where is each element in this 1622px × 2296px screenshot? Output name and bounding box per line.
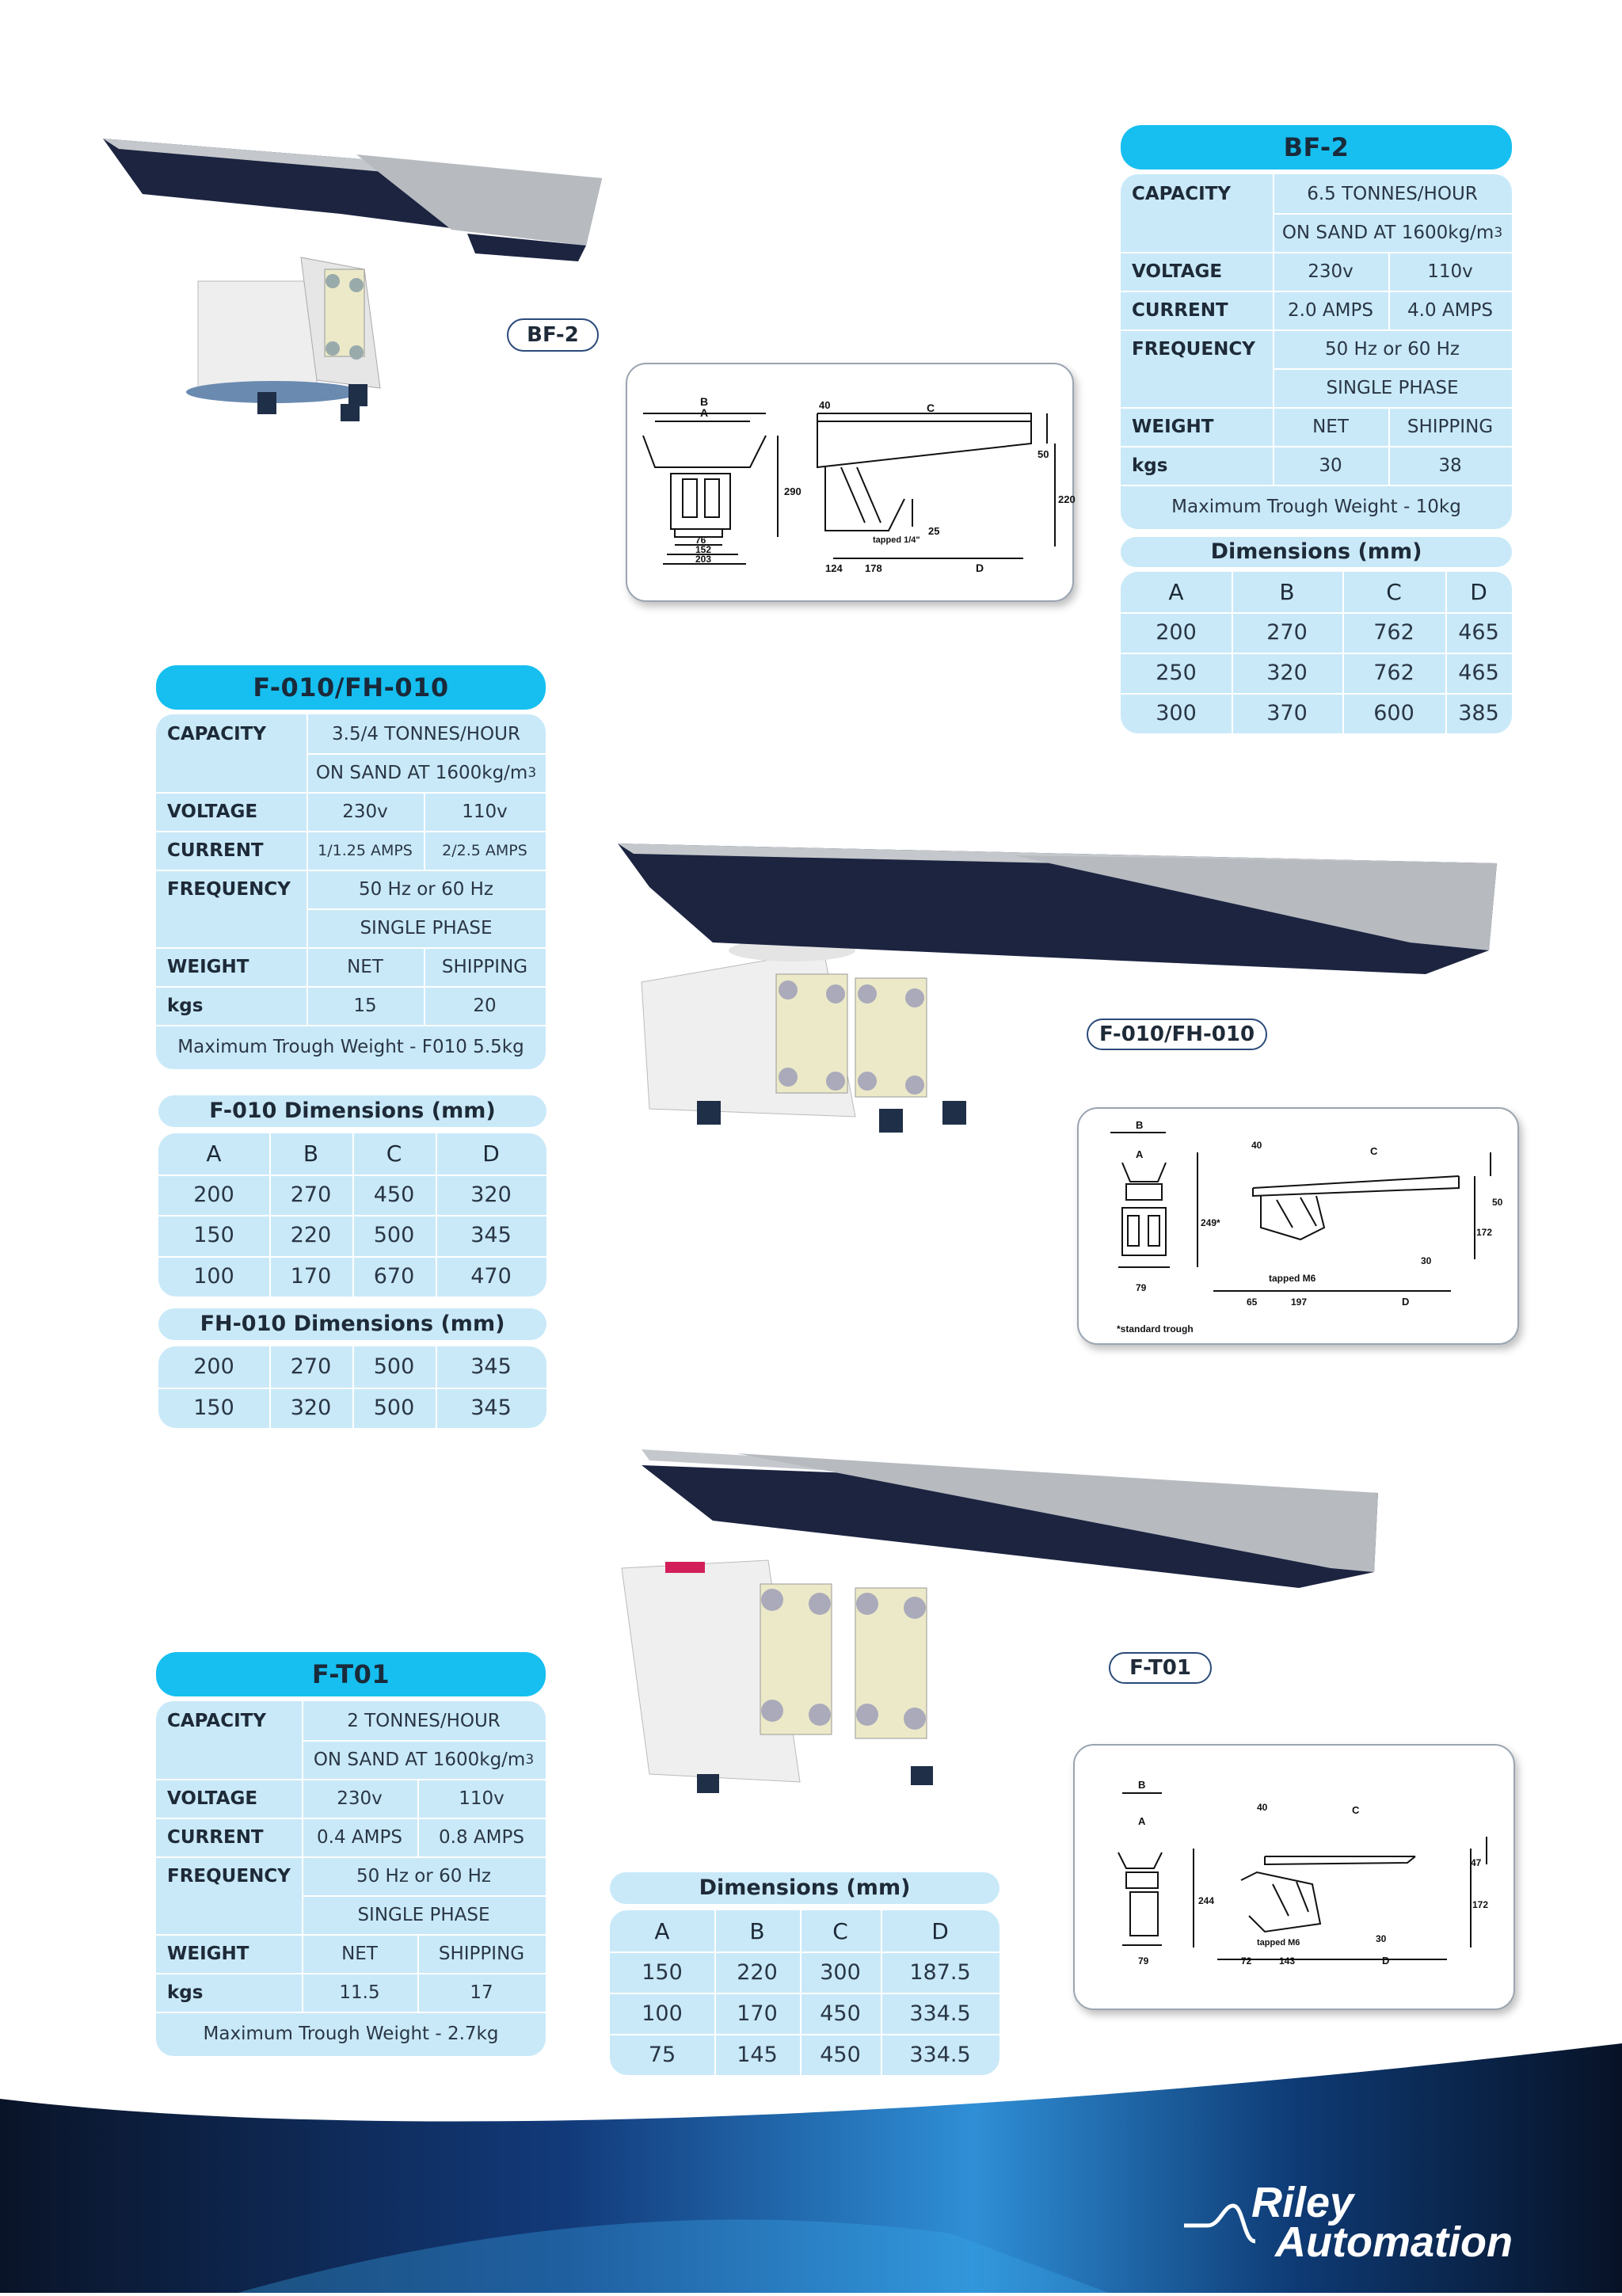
ft01-dims-header-a: A <box>654 1917 670 1944</box>
svg-text:D: D <box>1382 1955 1390 1967</box>
bf2-current-110: 4.0 AMPS <box>1407 299 1493 321</box>
ft01-dimensions-cell: 187.5 <box>909 1959 971 1985</box>
svg-text:47: 47 <box>1471 1857 1482 1868</box>
bf2-dimensions-cell: 465 <box>1458 661 1499 685</box>
svg-text:152: 152 <box>695 544 712 555</box>
svg-text:65: 65 <box>1247 1296 1258 1308</box>
bf2-phase: SINGLE PHASE <box>1326 377 1459 398</box>
bf2-dimensions-cell: 465 <box>1458 620 1499 645</box>
svg-text:C: C <box>1370 1145 1378 1157</box>
bf2-dims-header-a: A <box>1168 579 1184 605</box>
ft01-dims-header-b: B <box>749 1917 765 1944</box>
f010-dims-header-d: D <box>482 1140 500 1167</box>
f010-dimensions-cell: 320 <box>470 1182 512 1207</box>
bf2-feeder-illustration <box>95 119 618 444</box>
f010-voltage-230: 230v <box>342 801 388 822</box>
f010-dimensions-cell: 470 <box>470 1263 512 1289</box>
f010-kgs-shipping: 20 <box>473 995 497 1016</box>
ft01-dimensions-cell: 170 <box>737 2001 778 2026</box>
ft01-dimensions-title: Dimensions (mm) <box>610 1872 999 1904</box>
svg-text:50: 50 <box>1038 448 1049 460</box>
svg-text:249*: 249* <box>1201 1217 1220 1228</box>
ft01-dims-header-c: C <box>832 1917 848 1944</box>
ft01-kgs-label: kgs <box>167 1982 204 2003</box>
svg-text:C: C <box>1352 1804 1360 1816</box>
ft01-capacity-label: CAPACITY <box>167 1710 267 1731</box>
f010-dimensions-cell: 500 <box>373 1223 415 1248</box>
bf2-frequency-label: FREQUENCY <box>1132 338 1255 360</box>
f010-kgs-label: kgs <box>167 995 204 1016</box>
svg-text:143: 143 <box>1279 1955 1296 1967</box>
bf2-dimensions-cell: 600 <box>1373 701 1414 725</box>
ft01-dimensions-cell: 450 <box>820 2001 861 2026</box>
f010-dims-header-c: C <box>386 1140 402 1167</box>
ft01-weight-net: NET <box>341 1943 378 1964</box>
bf2-dimensions-cell: 320 <box>1266 661 1308 685</box>
bf2-product-photo <box>95 119 618 444</box>
f010-capacity-value: 3.5/4 TONNES/HOUR <box>332 723 520 744</box>
logo-riley: Riley <box>1251 2179 1354 2226</box>
bf2-weight-net: NET <box>1312 416 1349 437</box>
f010-dimensions-cell: 170 <box>290 1263 332 1289</box>
f010-fh-dimensions-cell: 200 <box>193 1354 234 1380</box>
bf2-dimensions-cell: 250 <box>1156 661 1197 685</box>
bf2-dimension-drawing <box>626 363 1074 602</box>
bf2-voltage-230: 230v <box>1308 261 1354 282</box>
f010-fh-dimensions-cell: 500 <box>373 1395 415 1420</box>
svg-text:72: 72 <box>1241 1955 1252 1967</box>
f010-fh-dimensions-cell: 345 <box>470 1395 512 1420</box>
svg-text:tapped M6: tapped M6 <box>1269 1273 1316 1284</box>
ft01-title: F-T01 <box>156 1652 546 1696</box>
f010-dimensions-cell: 450 <box>373 1182 415 1207</box>
f010-dimensions-cell: 100 <box>193 1263 234 1289</box>
ft01-dimensions-cell: 334.5 <box>909 2042 971 2067</box>
bf2-kgs-shipping: 38 <box>1438 455 1462 476</box>
bf2-capacity-note <box>1273 213 1512 252</box>
svg-text:197: 197 <box>1291 1296 1308 1308</box>
svg-text:30: 30 <box>1376 1933 1387 1944</box>
f010-dimensions-cell: 670 <box>373 1263 415 1289</box>
f010-voltage-110: 110v <box>462 801 508 822</box>
f010-drawing-svg <box>1079 1109 1517 1343</box>
bf2-dims-header-b: B <box>1279 579 1295 605</box>
logo-wave-icon <box>1184 2198 1279 2245</box>
f010-voltage-label: VOLTAGE <box>167 801 258 822</box>
bf2-frequency-value: 50 Hz or 60 Hz <box>1324 338 1460 360</box>
bf2-dimensions-cell: 200 <box>1156 620 1197 645</box>
f010-frequency-label: FREQUENCY <box>167 878 291 900</box>
f010-capacity-note <box>307 753 546 792</box>
ft01-voltage-230: 230v <box>337 1788 383 1809</box>
f010-frequency-value: 50 Hz or 60 Hz <box>358 878 494 900</box>
svg-text:tapped M6: tapped M6 <box>1257 1938 1300 1948</box>
f010-fh-dimensions-cell: 320 <box>290 1395 332 1420</box>
f010-dimensions-cell: 150 <box>193 1223 234 1248</box>
f010-weight-net: NET <box>347 956 383 977</box>
f010-capacity-note-sup: 3 <box>527 764 537 781</box>
f010-fh-dimensions-cell: 270 <box>290 1354 332 1380</box>
f010-current-110: 2/2.5 AMPS <box>442 841 527 859</box>
ft01-max-trough: Maximum Trough Weight - 2.7kg <box>203 2024 499 2044</box>
f010-phase: SINGLE PHASE <box>360 917 493 939</box>
ft01-current-230: 0.4 AMPS <box>317 1826 402 1848</box>
f010-capacity-note-text: ON SAND AT 1600kg/m <box>315 762 528 783</box>
ft01-kgs-shipping: 17 <box>470 1982 493 2003</box>
f010-fh-dimensions-body <box>158 1346 546 1428</box>
ft01-model-pill: F-T01 <box>1109 1652 1212 1684</box>
f010-dimensions-cell: 345 <box>470 1223 512 1248</box>
ft01-capacity-note-sup: 3 <box>525 1751 535 1768</box>
svg-text:40: 40 <box>1257 1802 1268 1813</box>
ft01-spec-body <box>156 1701 546 2056</box>
ft01-voltage-label: VOLTAGE <box>167 1788 258 1809</box>
ft01-capacity-note-text: ON SAND AT 1600kg/m <box>313 1749 526 1770</box>
svg-text:40: 40 <box>1251 1140 1262 1151</box>
svg-text:C: C <box>927 402 935 414</box>
f010-dims-header-a: A <box>206 1140 222 1167</box>
bf2-capacity-note-sup: 3 <box>1494 224 1503 241</box>
svg-text:25: 25 <box>928 525 940 537</box>
bf2-weight-shipping: SHIPPING <box>1407 416 1494 437</box>
ft01-weight-label: WEIGHT <box>167 1943 249 1964</box>
bf2-dims-header-c: C <box>1386 579 1402 605</box>
bf2-model-pill: BF-2 <box>507 318 599 352</box>
bf2-dimensions-cell: 385 <box>1458 701 1499 725</box>
f010-dimensions-cell: 270 <box>290 1182 332 1207</box>
ft01-dimensions-body <box>610 1910 999 2075</box>
bf2-spec-body <box>1121 174 1512 529</box>
svg-text:D: D <box>1402 1296 1410 1308</box>
svg-text:220: 220 <box>1058 493 1076 505</box>
bf2-voltage-label: VOLTAGE <box>1132 261 1223 282</box>
svg-text:*standard trough: *standard trough <box>1117 1323 1194 1335</box>
ft01-dimensions-cell: 300 <box>820 1959 861 1985</box>
bf2-dims-header-d: D <box>1470 579 1487 605</box>
f010-spec-body <box>156 714 546 1069</box>
bf2-dimensions-title: Dimensions (mm) <box>1121 537 1512 567</box>
bf2-max-trough: Maximum Trough Weight - 10kg <box>1171 497 1461 517</box>
f010-weight-shipping: SHIPPING <box>441 956 528 977</box>
f010-fh-dimensions-cell: 345 <box>470 1354 512 1380</box>
ft01-current-110: 0.8 AMPS <box>439 1826 524 1848</box>
f010-kgs-net: 15 <box>353 995 377 1016</box>
ft01-weight-shipping: SHIPPING <box>438 1943 525 1964</box>
svg-text:A: A <box>1138 1815 1146 1827</box>
svg-text:79: 79 <box>1138 1955 1149 1967</box>
f010-fh-dimensions-title: FH-010 Dimensions (mm) <box>158 1308 546 1340</box>
bf2-dimensions-body <box>1121 572 1512 733</box>
svg-text:40: 40 <box>819 399 831 411</box>
ft01-current-label: CURRENT <box>167 1826 264 1848</box>
bf2-dimensions-cell: 762 <box>1373 661 1414 685</box>
ft01-frequency-label: FREQUENCY <box>167 1865 291 1887</box>
bf2-voltage-110: 110v <box>1427 261 1473 282</box>
ft01-phase: SINGLE PHASE <box>357 1904 490 1925</box>
ft01-dimensions-cell: 145 <box>737 2042 778 2067</box>
svg-text:124: 124 <box>825 562 843 574</box>
svg-text:290: 290 <box>784 485 801 497</box>
bf2-weight-label: WEIGHT <box>1132 416 1214 437</box>
svg-text:B: B <box>1138 1779 1146 1791</box>
f010-dimension-drawing <box>1077 1107 1519 1345</box>
bf2-current-label: CURRENT <box>1132 299 1228 321</box>
svg-text:tapped 1/4": tapped 1/4" <box>873 535 920 545</box>
ft01-dimension-drawing <box>1073 1744 1515 2010</box>
f010-dimensions-cell: 200 <box>193 1182 234 1207</box>
logo-automation: Automation <box>1275 2218 1513 2266</box>
ft01-dimensions-cell: 334.5 <box>909 2001 971 2026</box>
f010-dimensions-body <box>158 1133 546 1296</box>
f010-fh-dimensions-cell: 150 <box>193 1395 234 1420</box>
ft01-capacity-value: 2 TONNES/HOUR <box>347 1710 501 1731</box>
f010-current-230: 1/1.25 AMPS <box>318 841 413 859</box>
f010-capacity-label: CAPACITY <box>167 723 267 744</box>
f010-weight-label: WEIGHT <box>167 956 249 977</box>
ft01-dimensions-cell: 150 <box>642 1959 683 1985</box>
svg-text:172: 172 <box>1476 1227 1493 1238</box>
ft01-drawing-svg <box>1075 1746 1513 2009</box>
svg-text:76: 76 <box>695 535 706 546</box>
svg-text:B: B <box>700 395 709 408</box>
bf2-dimensions-cell: 300 <box>1156 701 1197 725</box>
bf2-current-230: 2.0 AMPS <box>1288 299 1373 321</box>
svg-text:79: 79 <box>1136 1282 1147 1293</box>
bf2-drawing-svg <box>627 364 1076 600</box>
f010-model-pill: F-010/FH-010 <box>1087 1019 1267 1050</box>
svg-text:B: B <box>1136 1119 1144 1131</box>
f010-dimensions-cell: 220 <box>290 1223 332 1248</box>
svg-text:172: 172 <box>1472 1899 1489 1910</box>
bf2-capacity-value: 6.5 TONNES/HOUR <box>1307 183 1478 204</box>
ft01-voltage-110: 110v <box>459 1788 504 1809</box>
f010-title: F-010/FH-010 <box>156 665 546 710</box>
svg-text:A: A <box>700 406 709 419</box>
f010-current-label: CURRENT <box>167 840 264 861</box>
bf2-kgs-label: kgs <box>1132 455 1168 476</box>
svg-text:50: 50 <box>1492 1197 1503 1208</box>
bf2-title: BF-2 <box>1121 125 1512 169</box>
bf2-capacity-note-text: ON SAND AT 1600kg/m <box>1281 222 1494 243</box>
bf2-dimensions-cell: 762 <box>1373 620 1414 645</box>
f010-fh-dimensions-cell: 500 <box>373 1354 415 1380</box>
svg-text:30: 30 <box>1421 1255 1432 1266</box>
bf2-dimensions-cell: 270 <box>1266 620 1308 645</box>
bf2-kgs-net: 30 <box>1319 455 1342 476</box>
ft01-kgs-net: 11.5 <box>339 1982 380 2003</box>
svg-text:244: 244 <box>1198 1895 1215 1906</box>
ft01-dims-header-d: D <box>931 1917 949 1944</box>
f010-dims-header-b: B <box>303 1140 319 1167</box>
f010-dimensions-title: F-010 Dimensions (mm) <box>158 1095 546 1127</box>
svg-text:178: 178 <box>865 562 882 574</box>
ft01-dimensions-cell: 100 <box>642 2001 683 2026</box>
bf2-capacity-label: CAPACITY <box>1132 183 1232 204</box>
f010-max-trough: Maximum Trough Weight - F010 5.5kg <box>177 1037 524 1057</box>
ft01-capacity-note <box>302 1740 546 1779</box>
bf2-dimensions-cell: 370 <box>1266 701 1308 725</box>
svg-text:203: 203 <box>695 554 712 565</box>
ft01-frequency-value: 50 Hz or 60 Hz <box>356 1865 492 1887</box>
svg-text:D: D <box>976 562 984 574</box>
svg-text:A: A <box>1136 1148 1144 1160</box>
ft01-dimensions-cell: 220 <box>737 1959 778 1985</box>
ft01-dimensions-cell: 75 <box>648 2042 676 2067</box>
ft01-dimensions-cell: 450 <box>820 2042 861 2067</box>
